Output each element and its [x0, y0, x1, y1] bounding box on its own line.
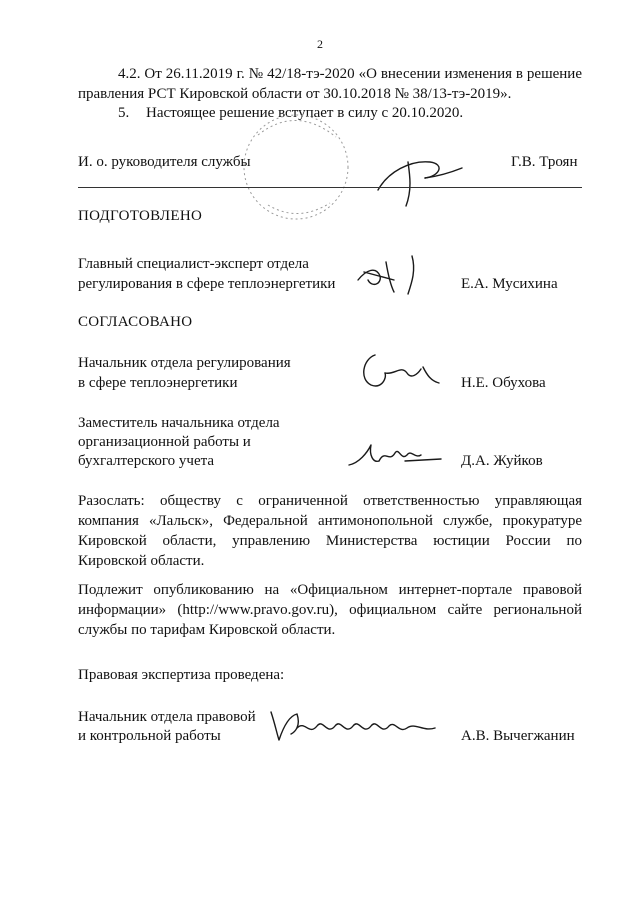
- agreed-signer1-signature: [355, 345, 445, 395]
- legal-signature: [265, 702, 440, 747]
- agreed-signer1-name: Н.Е. Обухова: [461, 375, 546, 391]
- prepared-signature: [350, 250, 445, 300]
- legal-position-line1: Начальник отдела правовой: [78, 709, 256, 725]
- stamp-imprint: [238, 95, 358, 235]
- legal-review-note: Правовая экспертиза проведена:: [78, 667, 285, 683]
- agreed-signer2-signature: [345, 435, 445, 475]
- publication-note: Подлежит опубликованию на «Официальном интернет-портале правовой информации» (http://www.pravo.gov.ru), официальном сайте региональной службы по тарифам Кировской области.: [78, 582, 582, 638]
- separator-line: [78, 187, 582, 188]
- agreed-signer2-line3: бухгалтерского учета: [78, 453, 215, 469]
- prepared-position-line2: регулирования в сфере теплоэнергетики: [78, 276, 336, 292]
- item-5-number: 5.: [118, 105, 130, 121]
- head-position: И. о. руководителя службы: [78, 154, 251, 170]
- prepared-heading: ПОДГОТОВЛЕНО: [78, 208, 203, 224]
- agreed-signer1-line1: Начальник отдела регулирования: [78, 355, 291, 371]
- agreed-signer1-line2: в сфере теплоэнергетики: [78, 375, 238, 391]
- item-5-text: Настоящее решение вступает в силу с 20.10.2020.: [146, 105, 464, 121]
- prepared-name: Е.А. Мусихина: [461, 276, 558, 292]
- prepared-position-line1: Главный специалист-эксперт отдела: [78, 256, 309, 272]
- head-signature: [370, 142, 470, 212]
- page-number: 2: [317, 37, 323, 51]
- agreed-signer2-line2: организационной работы и: [78, 434, 251, 450]
- distribution-list: Разослать: обществу с ограниченной ответственностью управляющая компания «Лальск», Федеральной антимонопольной службе, прокуратуре Кировской области, управлению Министерства юстиции России по Кировской области.: [78, 493, 582, 569]
- item-4-2: 4.2. От 26.11.2019 г. № 42/18-тэ-2020 «О внесении изменения в решение правления РСТ Кировской области от 30.10.2018 № 38/13-тэ-2019».: [78, 66, 582, 102]
- legal-position-line2: и контрольной работы: [78, 728, 221, 744]
- agreed-signer2-line1: Заместитель начальника отдела: [78, 415, 280, 431]
- legal-name: А.В. Вычегжанин: [461, 728, 575, 744]
- agreed-signer2-name: Д.А. Жуйков: [461, 453, 543, 469]
- head-name: Г.В. Троян: [511, 154, 578, 170]
- agreed-heading: СОГЛАСОВАНО: [78, 314, 193, 330]
